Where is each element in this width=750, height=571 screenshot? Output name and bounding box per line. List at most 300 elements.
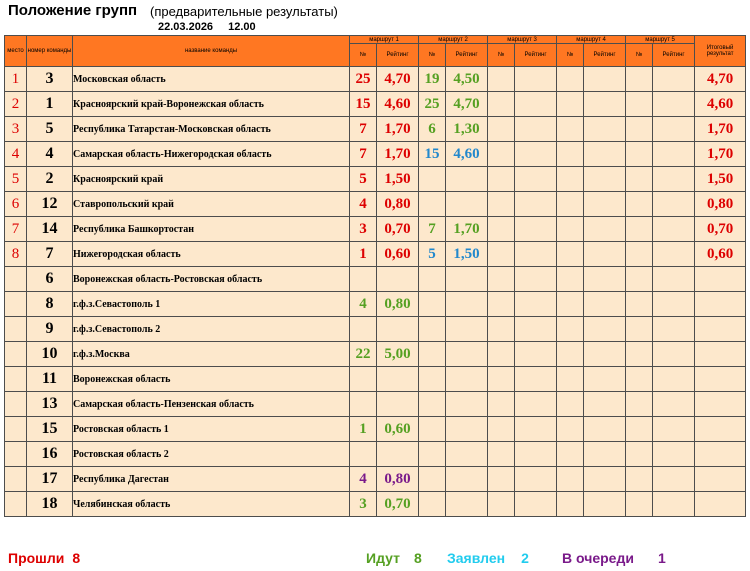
team-number-cell: 12 <box>27 192 73 217</box>
total-cell <box>695 467 746 492</box>
route-rating-cell <box>515 292 557 317</box>
route-num-cell <box>488 342 515 367</box>
route-rating-cell <box>377 442 419 467</box>
team-number-cell: 9 <box>27 317 73 342</box>
route-rating-cell <box>584 392 626 417</box>
route-num-cell: 6 <box>419 117 446 142</box>
route-rating-cell <box>446 392 488 417</box>
team-name-cell: Республика Башкортостан <box>73 217 350 242</box>
route-rating-cell <box>584 192 626 217</box>
route-num-cell <box>626 167 653 192</box>
table-row <box>5 192 746 217</box>
route-rating-cell <box>377 392 419 417</box>
report-datetime <box>158 21 268 33</box>
team-number-cell: 8 <box>27 292 73 317</box>
col-route-rating-header: Рейтинг <box>446 44 488 67</box>
route-rating-cell <box>515 192 557 217</box>
route-rating-cell <box>515 342 557 367</box>
route-num-cell <box>419 267 446 292</box>
route-num-cell <box>488 192 515 217</box>
route-num-cell <box>488 392 515 417</box>
route-rating-cell <box>446 167 488 192</box>
route-num-cell <box>557 142 584 167</box>
table-row <box>5 317 746 342</box>
route-rating-cell <box>515 442 557 467</box>
route-rating-cell: 4,70 <box>377 67 419 92</box>
route-num-cell <box>557 242 584 267</box>
route-rating-cell: 1,70 <box>377 117 419 142</box>
route-num-cell <box>488 492 515 517</box>
table-row <box>5 392 746 417</box>
route-num-cell <box>419 317 446 342</box>
route-rating-cell <box>446 417 488 442</box>
route-num-cell <box>557 367 584 392</box>
team-name-cell: Челябинская область <box>73 492 350 517</box>
team-number-cell: 16 <box>27 442 73 467</box>
summary-applied <box>447 550 529 566</box>
route-num-cell: 15 <box>419 142 446 167</box>
route-num-cell: 25 <box>350 67 377 92</box>
team-name-cell: Ростовская область 2 <box>73 442 350 467</box>
col-route-header: маршрут 2 <box>419 36 488 44</box>
route-rating-cell: 4,60 <box>377 92 419 117</box>
col-route-rating-header: Рейтинг <box>653 44 695 67</box>
table-row <box>5 242 746 267</box>
summary-passed <box>8 550 80 566</box>
route-rating-cell <box>446 192 488 217</box>
total-cell <box>695 317 746 342</box>
summary-going <box>366 550 422 566</box>
route-rating-cell <box>515 217 557 242</box>
route-rating-cell <box>446 442 488 467</box>
results-table <box>4 35 746 517</box>
route-num-cell: 1 <box>350 242 377 267</box>
team-number-cell: 17 <box>27 467 73 492</box>
route-num-cell: 7 <box>350 142 377 167</box>
summary-queue-label: В очереди <box>562 550 634 566</box>
route-rating-cell <box>584 367 626 392</box>
team-number-cell: 2 <box>27 167 73 192</box>
team-name-cell: Республика Татарстан-Московская область <box>73 117 350 142</box>
route-num-cell: 25 <box>419 92 446 117</box>
route-rating-cell <box>584 217 626 242</box>
route-rating-cell <box>584 142 626 167</box>
table-row <box>5 492 746 517</box>
route-num-cell <box>557 392 584 417</box>
route-num-cell <box>419 467 446 492</box>
place-cell <box>5 317 27 342</box>
team-name-cell: Нижегородская область <box>73 242 350 267</box>
route-rating-cell <box>515 317 557 342</box>
route-num-cell <box>557 292 584 317</box>
route-num-cell <box>626 317 653 342</box>
route-rating-cell <box>653 392 695 417</box>
team-name-cell: Воронежская область <box>73 367 350 392</box>
route-rating-cell <box>446 492 488 517</box>
team-number-cell: 3 <box>27 67 73 92</box>
table-row <box>5 367 746 392</box>
place-cell: 4 <box>5 142 27 167</box>
table-row <box>5 117 746 142</box>
route-num-cell <box>626 392 653 417</box>
route-num-cell: 1 <box>350 417 377 442</box>
route-rating-cell <box>584 492 626 517</box>
route-rating-cell <box>653 317 695 342</box>
col-route-num-header: № <box>488 44 515 67</box>
place-cell <box>5 292 27 317</box>
route-rating-cell <box>515 167 557 192</box>
table-row <box>5 142 746 167</box>
total-cell <box>695 442 746 467</box>
route-rating-cell <box>515 467 557 492</box>
report-date: 22.03.2026 <box>158 21 214 33</box>
route-num-cell <box>488 67 515 92</box>
total-cell <box>695 267 746 292</box>
route-rating-cell <box>653 142 695 167</box>
route-rating-cell <box>653 167 695 192</box>
report-time: 12.00 <box>228 21 256 33</box>
col-route-rating-header: Рейтинг <box>584 44 626 67</box>
col-route-rating-header: Рейтинг <box>377 44 419 67</box>
route-rating-cell <box>446 342 488 367</box>
route-num-cell <box>626 467 653 492</box>
route-rating-cell <box>446 267 488 292</box>
route-num-cell: 3 <box>350 492 377 517</box>
route-rating-cell <box>584 92 626 117</box>
route-rating-cell <box>653 92 695 117</box>
col-route-header: маршрут 4 <box>557 36 626 44</box>
team-name-cell: Республика Дагестан <box>73 467 350 492</box>
col-route-header: маршрут 5 <box>626 36 695 44</box>
route-num-cell <box>419 417 446 442</box>
route-rating-cell <box>653 292 695 317</box>
place-cell <box>5 492 27 517</box>
col-route-header: маршрут 1 <box>350 36 419 44</box>
route-num-cell <box>488 442 515 467</box>
team-number-cell: 6 <box>27 267 73 292</box>
table-row <box>5 417 746 442</box>
col-place-header: место <box>5 36 27 67</box>
summary-queue <box>562 550 666 566</box>
route-rating-cell <box>584 267 626 292</box>
route-num-cell <box>419 167 446 192</box>
route-rating-cell <box>584 317 626 342</box>
place-cell: 3 <box>5 117 27 142</box>
route-num-cell <box>419 342 446 367</box>
total-cell: 4,60 <box>695 92 746 117</box>
route-num-cell <box>488 467 515 492</box>
route-rating-cell <box>584 467 626 492</box>
total-cell: 1,70 <box>695 117 746 142</box>
route-num-cell <box>350 367 377 392</box>
team-name-cell: г.ф.з.Москва <box>73 342 350 367</box>
place-cell: 5 <box>5 167 27 192</box>
route-rating-cell <box>515 117 557 142</box>
team-name-cell: г.ф.з.Севастополь 1 <box>73 292 350 317</box>
route-num-cell <box>488 142 515 167</box>
route-rating-cell: 0,80 <box>377 467 419 492</box>
route-num-cell: 19 <box>419 67 446 92</box>
route-rating-cell <box>584 342 626 367</box>
route-num-cell <box>419 492 446 517</box>
route-num-cell <box>350 442 377 467</box>
place-cell: 1 <box>5 67 27 92</box>
col-route-header: маршрут 3 <box>488 36 557 44</box>
col-route-num-header: № <box>557 44 584 67</box>
place-cell: 2 <box>5 92 27 117</box>
team-number-cell: 10 <box>27 342 73 367</box>
route-rating-cell <box>653 117 695 142</box>
team-number-cell: 14 <box>27 217 73 242</box>
route-num-cell <box>488 267 515 292</box>
route-num-cell <box>557 67 584 92</box>
route-rating-cell <box>653 267 695 292</box>
route-num-cell <box>557 167 584 192</box>
route-num-cell <box>488 92 515 117</box>
route-num-cell <box>626 417 653 442</box>
route-rating-cell <box>515 92 557 117</box>
place-cell <box>5 467 27 492</box>
summary-queue-value: 1 <box>657 550 666 566</box>
route-rating-cell: 1,70 <box>446 217 488 242</box>
summary-applied-label: Заявлен <box>447 550 506 566</box>
route-rating-cell <box>515 67 557 92</box>
route-num-cell <box>488 417 515 442</box>
route-num-cell <box>419 192 446 217</box>
total-cell: 0,70 <box>695 217 746 242</box>
route-num-cell <box>557 442 584 467</box>
route-rating-cell: 1,30 <box>446 117 488 142</box>
route-num-cell <box>626 442 653 467</box>
route-num-cell <box>626 367 653 392</box>
route-num-cell <box>557 267 584 292</box>
route-rating-cell <box>515 417 557 442</box>
place-cell <box>5 392 27 417</box>
place-cell: 7 <box>5 217 27 242</box>
page-title: Положение групп <box>8 2 138 19</box>
route-rating-cell <box>653 67 695 92</box>
route-num-cell <box>626 242 653 267</box>
route-num-cell <box>419 367 446 392</box>
route-num-cell <box>350 267 377 292</box>
route-rating-cell <box>377 317 419 342</box>
route-rating-cell <box>446 317 488 342</box>
route-rating-cell: 0,80 <box>377 292 419 317</box>
summary-passed-label: Прошли <box>8 550 65 566</box>
route-rating-cell <box>584 117 626 142</box>
team-name-cell: Красноярский край-Воронежская область <box>73 92 350 117</box>
route-rating-cell <box>515 367 557 392</box>
route-num-cell <box>488 367 515 392</box>
route-num-cell: 4 <box>350 192 377 217</box>
route-num-cell <box>557 417 584 442</box>
route-num-cell <box>419 292 446 317</box>
total-cell: 0,80 <box>695 192 746 217</box>
total-cell <box>695 417 746 442</box>
route-num-cell: 5 <box>350 167 377 192</box>
route-num-cell <box>626 217 653 242</box>
route-num-cell <box>626 342 653 367</box>
route-rating-cell: 4,60 <box>446 142 488 167</box>
route-num-cell <box>419 392 446 417</box>
route-rating-cell: 5,00 <box>377 342 419 367</box>
total-cell <box>695 342 746 367</box>
route-rating-cell: 1,50 <box>446 242 488 267</box>
table-row <box>5 442 746 467</box>
route-num-cell <box>557 92 584 117</box>
total-cell: 0,60 <box>695 242 746 267</box>
total-cell <box>695 492 746 517</box>
team-number-cell: 18 <box>27 492 73 517</box>
col-route-num-header: № <box>419 44 446 67</box>
route-num-cell <box>488 217 515 242</box>
route-rating-cell: 1,70 <box>377 142 419 167</box>
team-name-cell: Самарская область-Нижегородская область <box>73 142 350 167</box>
route-num-cell <box>626 117 653 142</box>
route-rating-cell <box>377 367 419 392</box>
table-row <box>5 92 746 117</box>
table-row <box>5 67 746 92</box>
route-num-cell: 22 <box>350 342 377 367</box>
route-rating-cell <box>653 342 695 367</box>
route-rating-cell <box>584 167 626 192</box>
route-rating-cell <box>653 367 695 392</box>
total-cell: 1,70 <box>695 142 746 167</box>
route-num-cell <box>626 192 653 217</box>
route-rating-cell <box>584 292 626 317</box>
route-num-cell: 5 <box>419 242 446 267</box>
col-team-name-header: название команды <box>73 36 350 67</box>
table-row <box>5 217 746 242</box>
route-num-cell <box>626 292 653 317</box>
route-rating-cell <box>653 442 695 467</box>
route-rating-cell <box>584 417 626 442</box>
route-num-cell <box>488 117 515 142</box>
route-num-cell <box>350 392 377 417</box>
route-rating-cell: 0,70 <box>377 492 419 517</box>
route-rating-cell <box>584 67 626 92</box>
total-cell: 1,50 <box>695 167 746 192</box>
route-num-cell <box>626 67 653 92</box>
route-num-cell <box>557 342 584 367</box>
route-rating-cell <box>515 492 557 517</box>
team-number-cell: 11 <box>27 367 73 392</box>
route-rating-cell <box>584 242 626 267</box>
route-num-cell <box>488 167 515 192</box>
team-name-cell: Ставропольский край <box>73 192 350 217</box>
table-row <box>5 467 746 492</box>
summary-going-value: 8 <box>413 550 422 566</box>
route-rating-cell <box>515 142 557 167</box>
route-num-cell: 7 <box>350 117 377 142</box>
route-rating-cell <box>653 492 695 517</box>
team-number-cell: 4 <box>27 142 73 167</box>
route-num-cell <box>626 492 653 517</box>
place-cell: 6 <box>5 192 27 217</box>
route-rating-cell: 0,80 <box>377 192 419 217</box>
route-num-cell <box>626 142 653 167</box>
route-num-cell <box>557 467 584 492</box>
team-number-cell: 15 <box>27 417 73 442</box>
route-num-cell <box>350 317 377 342</box>
team-name-cell: г.ф.з.Севастополь 2 <box>73 317 350 342</box>
route-rating-cell <box>653 192 695 217</box>
route-num-cell <box>488 292 515 317</box>
place-cell <box>5 342 27 367</box>
col-team-number-header: номер команды <box>27 36 73 67</box>
table-row <box>5 167 746 192</box>
table-row <box>5 292 746 317</box>
summary-applied-value: 2 <box>521 550 529 566</box>
route-rating-cell <box>446 367 488 392</box>
page-subtitle: (предварительные результаты) <box>150 4 338 19</box>
team-number-cell: 13 <box>27 392 73 417</box>
team-name-cell: Воронежская область-Ростовская область <box>73 267 350 292</box>
total-cell <box>695 392 746 417</box>
route-num-cell <box>488 242 515 267</box>
route-rating-cell <box>653 217 695 242</box>
col-route-num-header: № <box>626 44 653 67</box>
summary-going-label: Идут <box>366 550 400 566</box>
route-num-cell <box>557 217 584 242</box>
route-rating-cell: 0,60 <box>377 242 419 267</box>
total-cell: 4,70 <box>695 67 746 92</box>
table-row <box>5 267 746 292</box>
route-rating-cell <box>584 442 626 467</box>
place-cell <box>5 442 27 467</box>
place-cell: 8 <box>5 242 27 267</box>
team-name-cell: Самарская область-Пензенская область <box>73 392 350 417</box>
route-num-cell <box>626 267 653 292</box>
route-num-cell: 15 <box>350 92 377 117</box>
team-number-cell: 1 <box>27 92 73 117</box>
route-rating-cell: 4,70 <box>446 92 488 117</box>
route-num-cell <box>557 317 584 342</box>
route-rating-cell <box>446 292 488 317</box>
col-route-num-header: № <box>350 44 377 67</box>
place-cell <box>5 417 27 442</box>
route-rating-cell: 0,70 <box>377 217 419 242</box>
total-cell <box>695 367 746 392</box>
route-rating-cell <box>515 267 557 292</box>
route-rating-cell <box>377 267 419 292</box>
route-num-cell <box>557 192 584 217</box>
route-num-cell: 3 <box>350 217 377 242</box>
route-num-cell <box>626 92 653 117</box>
team-number-cell: 7 <box>27 242 73 267</box>
route-rating-cell <box>653 242 695 267</box>
team-name-cell: Ростовская область 1 <box>73 417 350 442</box>
route-num-cell <box>419 442 446 467</box>
route-rating-cell: 0,60 <box>377 417 419 442</box>
route-rating-cell <box>653 467 695 492</box>
route-num-cell: 4 <box>350 467 377 492</box>
place-cell <box>5 367 27 392</box>
route-num-cell <box>488 317 515 342</box>
route-num-cell: 7 <box>419 217 446 242</box>
table-row <box>5 342 746 367</box>
route-rating-cell: 1,50 <box>377 167 419 192</box>
place-cell <box>5 267 27 292</box>
total-cell <box>695 292 746 317</box>
route-rating-cell <box>653 417 695 442</box>
route-rating-cell: 4,50 <box>446 67 488 92</box>
route-num-cell <box>557 117 584 142</box>
summary-passed-value: 8 <box>72 550 81 566</box>
col-route-rating-header: Рейтинг <box>515 44 557 67</box>
route-num-cell: 4 <box>350 292 377 317</box>
route-rating-cell <box>515 392 557 417</box>
